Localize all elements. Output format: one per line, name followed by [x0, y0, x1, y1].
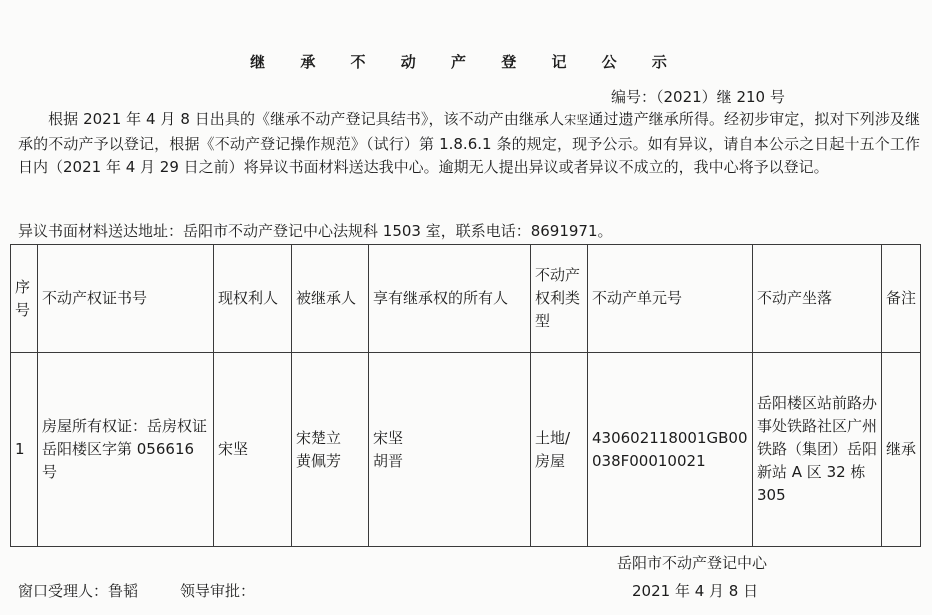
cell-location: 岳阳楼区站前路办事处铁路社区广州铁路（集团）岳阳新站 A 区 32 栋 305	[753, 353, 882, 547]
header-owner: 现权利人	[214, 245, 292, 353]
objection-address: 异议书面材料送达地址：岳阳市不动产登记中心法规科 1503 室，联系电话：8691971。	[18, 222, 613, 240]
paragraph-part1: 根据 2021 年 4 月 8 日出具的《继承不动产登记具结书》，该不动产由继承人	[48, 110, 565, 128]
window-label: 窗口受理人：	[18, 582, 109, 600]
header-location: 不动产坐落	[753, 245, 882, 353]
successor-2: 胡晋	[373, 451, 404, 470]
table-header-row	[11, 245, 921, 353]
leader-label: 领导审批：	[180, 582, 256, 600]
heir-name: 宋坚	[564, 113, 589, 127]
header-heir: 被继承人	[292, 245, 369, 353]
heir-2: 黄佩芳	[296, 451, 342, 470]
header-cert: 不动产权证书号	[38, 245, 214, 353]
table-row	[11, 353, 921, 547]
cell-successors	[369, 353, 531, 547]
paragraph-part2: 通过遗产继承所得。经初步审定，拟对下列涉及继承的不动产予以登记，根据《不动产登记操作规范》（试行）第 1.8.6.1 条的规定，现予公示。如有异议，请自本公示之日起十五个工作日内（2021 年 4 月 29 日之前）将异议书面材料送达我中心。逾期无人提出异议或者异议不成立的，我中心将予以登记。	[18, 110, 920, 176]
window-name: 鲁韬	[108, 582, 139, 600]
cell-type: 土地/房屋	[531, 353, 588, 547]
cell-seq: 1	[11, 353, 38, 547]
notice-title: 继 承 不 动 产 登 记 公 示	[250, 53, 682, 71]
cell-owner: 宋坚	[214, 353, 292, 547]
signature-line	[18, 580, 255, 601]
successor-1: 宋坚	[373, 428, 404, 447]
header-unit: 不动产单元号	[588, 245, 753, 353]
header-seq: 序号	[11, 245, 38, 353]
cell-unit: 430602118001GB00038F00010021	[588, 353, 753, 547]
issuing-organization: 岳阳市不动产登记中心	[617, 554, 768, 572]
heir-1: 宋楚立	[296, 428, 342, 447]
header-type: 不动产权利类型	[531, 245, 588, 353]
issue-date: 2021 年 4 月 8 日	[632, 582, 759, 600]
notice-paragraph	[18, 108, 920, 180]
document-number: 编号：（2021）继 210 号	[611, 88, 785, 106]
header-successors: 享有继承权的所有人	[369, 245, 531, 353]
header-note: 备注	[882, 245, 921, 353]
property-table	[10, 244, 921, 547]
cell-note: 继承	[882, 353, 921, 547]
cell-cert: 房屋所有权证：岳房权证岳阳楼区字第 056616 号	[38, 353, 214, 547]
cell-heir	[292, 353, 369, 547]
